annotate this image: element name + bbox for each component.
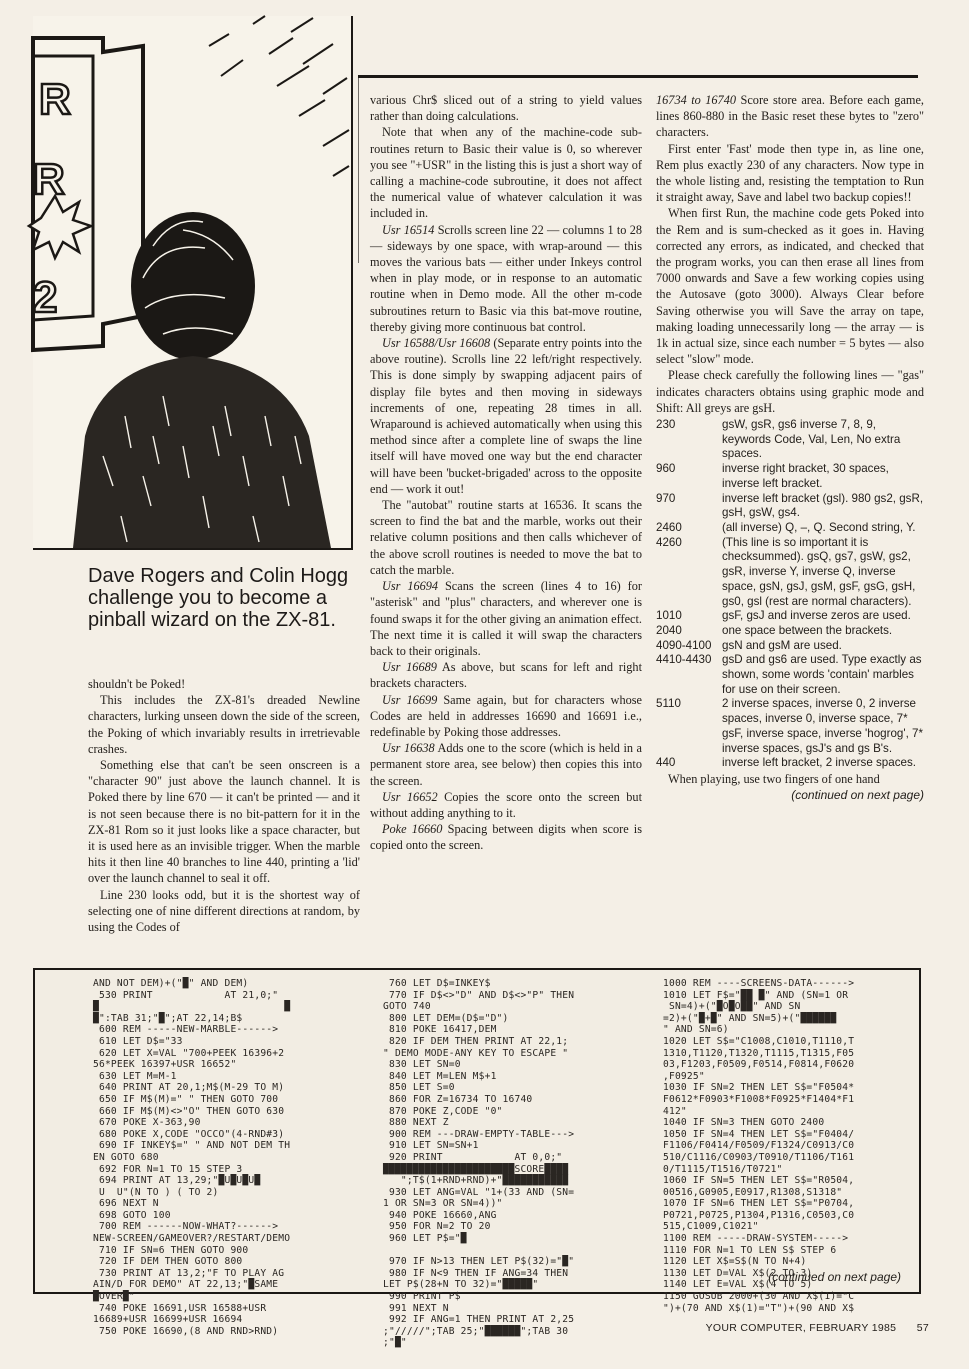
listing-column-3: 1000 REM ----SCREENS-DATA------> 1010 LET F$="██ █" AND (SN=1 OR SN=4)+("█O█O██" AND SN =2)+("█+█" AND SN=5)+("██████ " AND SN=6) 1020 LET S$="C1008,C1010,T1110,T 1310,T1120,T1320,T1115,T1315,F05 03,F1203,F0509,F0514,F0814,F0620 ,F0925" 1030 IF SN=2 THEN LET S$="F0504* F0612*F0903*F1008*F0925*F1404*F1 412" 1040 IF SN=3 THEN GOTO 2400 1050 IF SN=4 THEN LET S$="F0404/ F1106/F0414/F0509/F1324/C0913/C0 510/C1116/C0903/T0910/T1106/T161 0/T1115/T1516/T0721" 1060 IF SN=5 THEN LET S$="R0504, 00516,G0905,E0917,R1308,S1318" 1070 IF SN=6 THEN LET S$="P0704, P0721,P0725,P1304,P1316,C0503,C0 515,C1009,C1021" 1100 REM -----DRAW-SYSTEM-----> 1110 FOR N=1 TO LEN S$ STEP 6 1120 LET X$=S$(N TO N+4) 1130 LET D=VAL X$(2 TO 3) 1140 LET E=VAL X$(4 TO 5) 1150 GOSUB 2000+(30 AND X$(1)="C ")+(70 AND X$(1)="T")+(90 AND X$ [663, 978, 855, 1314]
pinball-illustration [33, 16, 353, 550]
col3-para-1: First enter 'Fast' mode then type in, as line one, Rem plus exactly 230 of any characters. Now type in the whole listing and, resisting the temptation to Run it straight away, Save and label two backup copies!! [656, 141, 924, 205]
table-row: 440 inverse left bracket, 2 inverse spaces. [656, 756, 916, 770]
page-number: 57 [916, 1322, 929, 1334]
col2-para-9: Usr 16652 Copies the score onto the screen but without adding anything to it. [370, 789, 642, 820]
col3-closing: When playing, use two fingers of one hand [668, 771, 880, 786]
player-back [73, 356, 331, 548]
col3-para-0: 16734 to 16740 Score store area. Before each game, lines 860-880 in the Basic reset these bytes to "zero" characters. [656, 93, 925, 140]
sign-letter-r-top: R [39, 75, 71, 124]
col1-para-3: Line 230 looks odd, but it is the shortest way of selecting one of nine different directions at random, by using the Codes of [88, 887, 360, 935]
article-headline: Dave Rogers and Colin Hogg challenge you to become a pinball wizard on the ZX-81. [88, 565, 349, 631]
table-row: 230 gsW, gsR, gs6 inverse 7, 8, 9, keywords Code, Val, Len, No extra spaces. [656, 418, 901, 461]
page-footer [706, 1322, 929, 1334]
player-head [131, 212, 255, 360]
col2-para-7: Usr 16699 Same again, but for characters whose Codes are held in addresses 16690 and 16691 i.e., redefinable by Poking those addresses. [370, 692, 642, 739]
table-row: 1010 gsF, gsJ and inverse zeros are used. [656, 609, 911, 623]
col3-para-2: When first Run, the machine code gets Poked into the Rem and is sum-checked as it goes in. Having corrected any errors, as indicated, and checked that the program works, you can then erase all lines from 7000 onwards and Save a few working copies using the Autosave (goto 3000). Always Clear before Saving otherwise you will Save the array on tape, making loading unnecessarily long — the array — is 1k in actual size, since each number = 5 bytes — also select "slow" mode. [656, 206, 924, 367]
table-row: 4410-4430 gsD and gs6 are used. Type exactly as shown, some words 'contain' marbles for use on their screen. [656, 653, 922, 696]
col1-para-2: Something else that can't be seen onscreen is a "character 90" just above the launch channel. It is Poked there by line 670 — it can't be printed — and it is not seen because there is no bit-pattern for it in the ZX-81 Rom so it just looks like a space character, but it is used here as an invisible trigger. When the marble hits it then line 40 branches to line 440, printing a 'lid' over the launch channel to seal it off. [88, 758, 360, 886]
table-row: 4090-4100 gsN and gsM are used. [656, 638, 842, 652]
table-row: 2460 (all inverse) Q, –, Q. Second string, Y. [656, 520, 916, 534]
col2-para-5: Usr 16694 Scans the screen (lines 4 to 16) for "asterisk" and "plus" characters, and wherever one is found swaps it for the other giving an animation effect. The next time it is called it will swap the characters back to their originals. [370, 579, 642, 658]
magazine-issue: YOUR COMPUTER, FEBRUARY 1985 [705, 1322, 897, 1334]
column-2-text [370, 92, 642, 854]
col2-para-10: Poke 16660 Spacing between digits when score is copied onto the screen. [370, 822, 642, 853]
col2-para-4: The "autobat" routine starts at 16536. It scans the screen to find the bat and the marble, works out their relative column positions and then calls whichever of the above scroll routines is needed to move the bat to catch the marble. [370, 498, 642, 577]
listing-column-1: AND NOT DEM)+("█" AND DEM) 530 PRINT AT 21,0;" █ █ █":TAB 31;"█";AT 22,14;B$ 600 REM -----NEW-MARBLE------> 610 LET D$="33 620 LET X=VAL "700+PEEK 16396+2 56*PEEK 16397+USR 16652" 630 LET M=M-1 640 PRINT AT 20,1;M$(M-29 TO M) 650 IF M$(M)=" " THEN GOTO 700 660 IF M$(M)<>"O" THEN GOTO 630 670 POKE X-363,90 680 POKE X,CODE "OCCO"(4-RND#3) 690 IF INKEY$=" " AND NOT DEM TH EN GOTO 680 692 FOR N=1 TO 15 STEP 3 694 PRINT AT 13,29;"█U█U█U█ U U"(N TO ) ( TO 2) 696 NEXT N 698 GOTO 100 700 REM ------NOW-WHAT?------> NEW-SCREEN/GAMEOVER?/RESTART/DEMO 710 IF SN=6 THEN GOTO 900 720 IF DEM THEN GOTO 800 730 PRINT AT 13,2;"F TO PLAY AG AIN/D FOR DEMO" AT 22,13;"█SAME █OVER█" 740 POKE 16691,USR 16588+USR 16689+USR 16699+USR 16694 750 POKE 16690,(8 AND RND>RND) [93, 978, 291, 1337]
table-row: 4260 (This line is so important it is checksummed). gsQ, gs7, gsW, gs2, gsR, inverse Y, inverse Q, inverse space, gsN, gsJ, gsM, gsF, gsG, gsH, gs0, gsl (rest are normal characters). [656, 535, 916, 608]
col2-para-3: Usr 16588/Usr 16608 (Separate entry points into the above routine). Scrolls line 22 left/right respectively. This is done simply by swapping adjacent pairs of display file bytes and then moving in sideways increments of one, repeating 28 times in all. Wraparound is achieved automatically when using this method since after a complete line of swaps the line itself will have moved one way but the end character will have been 'bucket-brigaded' across to the opposite end — work it out! [370, 336, 642, 496]
column-3-text [656, 92, 924, 803]
col3-para-3: Please check carefully the following lines — "gas" indicates characters obtains using graphic mode and Shift: All greys are gsH. [656, 368, 924, 415]
continued-note-top: (continued on next page) [791, 788, 924, 803]
col2-para-0: various Chr$ sliced out of a string to yield values rather than doing calculations. [370, 93, 642, 124]
column-divider [358, 78, 359, 263]
listing-column-2: 760 LET D$=INKEY$ 770 IF D$<>"D" AND D$<>"P" THEN GOTO 740 800 LET DEM=(D$="D") 810 POKE 16417,DEM 820 IF DEM THEN PRINT AT 22,1; " DEMO MODE-ANY KEY TO ESCAPE " 830 LET SN=0 840 LET M=LEN M$+1 850 LET S=0 860 FOR Z=16734 TO 16740 870 POKE Z,CODE "0" 880 NEXT Z 900 REM ---DRAW-EMPTY-TABLE---> 910 LET SN=SN+1 920 PRINT AT 0,0;" ██████████████████████SCORE████ ";T$(1+RND+RND)+"███████████ 930 LET ANG=VAL "1+(33 AND (SN= 1 OR SN=3 OR SN=4))" 940 POKE 16660,ANG 950 FOR N=2 TO 20 960 LET P$="█ 970 IF N>13 THEN LET P$(32)="█" 980 IF N<9 THEN IF ANG=34 THEN LET P$(28+N TO 32)="█████" 990 PRINT P$ 991 NEXT N 992 IF ANG=1 THEN PRINT AT 2,25 ;"/////";TAB 25;"██████";TAB 30 ;"█" [383, 978, 575, 1349]
sign-digit-2: 2 [33, 273, 58, 322]
table-row: 960 inverse right bracket, 30 spaces, inverse left bracket. [656, 462, 889, 490]
top-rule [358, 75, 918, 78]
col2-para-8: Usr 16638 Adds one to the score (which is held in a permanent store area, see below) then copies this into the screen. [370, 741, 642, 788]
col2-para-1: Note that when any of the machine-code sub-routines return to Basic their value is 0, so wherever you see "+USR" in the listing this is just a short way of calling a machine-code subroutine, it does not affect the numerical value of whatever calculation it was included in. [370, 125, 642, 221]
table-row: 970 inverse left bracket (gsl). 980 gs2, gsR, gsH, gsW, gs4. [656, 491, 924, 520]
table-row: 5110 2 inverse spaces, inverse 0, 2 inverse spaces, inverse 0, inverse space, 7* gsF, inverse space, inverse 'hogrog', 7* inverse spaces, gsJ's and gs B's. [656, 697, 923, 755]
continued-note-listing: (continued on next page) [768, 1270, 901, 1284]
col1-para-0: shouldn't be Poked! [88, 677, 186, 691]
table-row: 2040 one space between the brackets. [656, 623, 893, 637]
gas-character-table [656, 418, 924, 771]
pinball-wizard-drawing [33, 16, 351, 548]
col1-para-1: This includes the ZX-81's dreaded Newline characters, lurking unseen down the side of the screen, the Poking of which invariably results in irretrievable crashes. [88, 693, 360, 756]
col2-para-2: Usr 16514 Scrolls screen line 22 — columns 1 to 28 — sideways by one space, with wrap-around — this moves the various bats — either under Inkeys control when in play mode, or in response to an automatic routine when in Demo mode. All the other m-code subroutines return to Basic via this bat-move routine, thereby giving more continuous bat control. [370, 222, 642, 334]
column-1-text [88, 676, 360, 935]
speed-lines [209, 16, 349, 176]
sign-letter-r-mid: R [33, 155, 65, 204]
col2-para-6: Usr 16689 As above, but scans for left and right brackets characters. [370, 660, 642, 691]
